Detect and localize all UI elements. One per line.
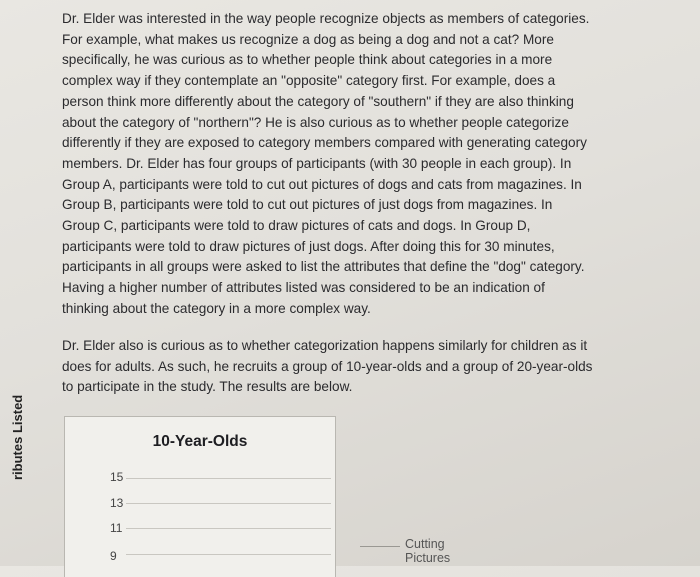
text-line: Dr. Elder also is curious as to whether categorization happens similarly for children as it [62, 338, 588, 353]
text-line: thinking about the category in a more complex way. [62, 300, 371, 316]
chart-title: 10-Year-Olds [152, 433, 248, 450]
gridline [126, 528, 331, 529]
legend-line-2: Pictures [405, 551, 451, 565]
y-tick-label: 11 [110, 521, 123, 535]
text-line: participants in all groups were asked to list the attributes that define the "dog" category. [62, 259, 585, 275]
text-line: Dr. Elder was interested in the way people recognize objects as members of categories. [62, 11, 590, 26]
y-tick-label: 13 [110, 496, 124, 510]
y-axis-label: ributes Listed [10, 394, 25, 480]
text-line: to participate in the study. The results are below. [62, 379, 353, 395]
gridline [126, 478, 331, 479]
legend-label [405, 537, 450, 565]
text-line: Group B, participants were told to cut out pictures of just dogs from magazines. In [62, 197, 553, 213]
paragraph-2 [62, 336, 662, 398]
legend-line-1: Cutting [405, 537, 445, 551]
gridline [126, 554, 331, 555]
text-line: person think more differently about the category of "southern" if they are also thinking [62, 93, 574, 109]
y-tick-label: 9 [110, 549, 117, 563]
text-line: complex way if they contemplate an "opposite" category first. For example, does a [62, 73, 556, 89]
y-tick-label: 15 [110, 470, 124, 484]
text-line: about the category of "northern"? He is also curious as to whether people categorize [62, 114, 569, 130]
chart-panel [64, 416, 336, 577]
text-line: specifically, he was curious as to whether people think about categories in a more [62, 52, 553, 68]
paragraph-1 [62, 9, 662, 320]
text-line: participants were told to draw pictures of just dogs. After doing this for 30 minutes, [62, 238, 555, 254]
text-line: differently if they are exposed to category members compared with generating category [62, 135, 587, 151]
text-line: For example, what makes us recognize a dog as being a dog and not a cat? More [62, 31, 554, 47]
text-line: does for adults. As such, he recruits a group of 10-year-olds and a group of 20-year-olds [62, 358, 593, 374]
text-line: members. Dr. Elder has four groups of participants (with 30 people in each group). In [62, 155, 572, 171]
text-line: Having a higher number of attributes listed was considered to be an indication of [62, 280, 545, 296]
text-line: Group C, participants were told to draw pictures of cats and dogs. In Group D, [62, 218, 531, 234]
gridline [126, 503, 331, 504]
text-line: Group A, participants were told to cut out pictures of dogs and cats from magazines. In [62, 176, 582, 192]
legend-line [360, 546, 400, 547]
